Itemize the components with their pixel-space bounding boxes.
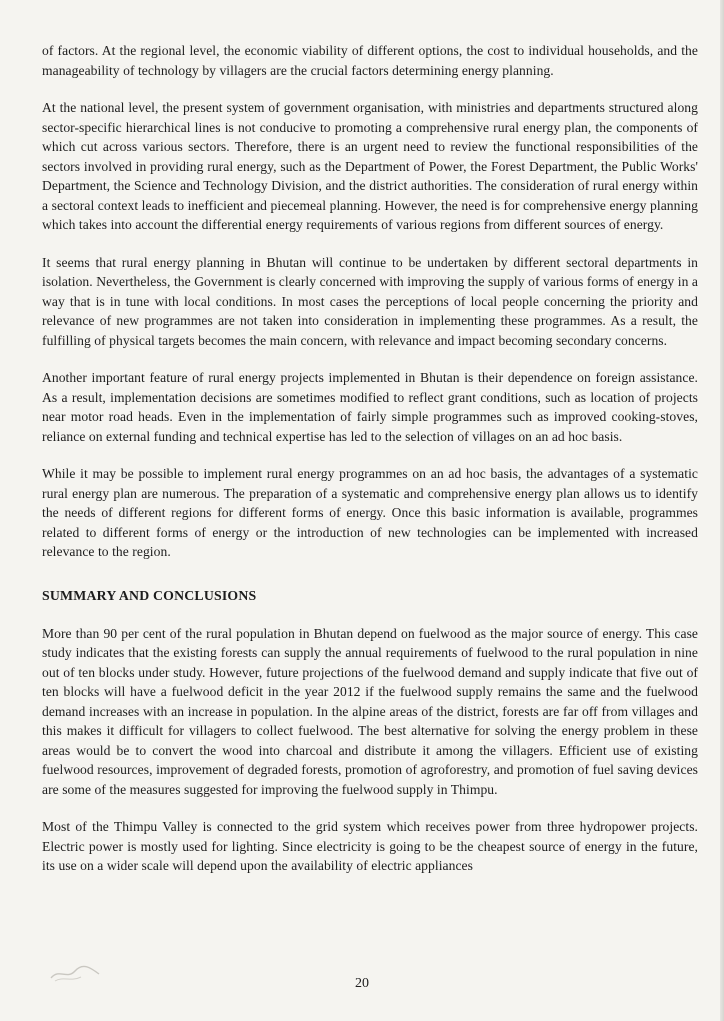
section-heading: SUMMARY AND CONCLUSIONS (42, 587, 257, 603)
paragraph-regional-factors: of factors. At the regional level, the economic viability of different options, the cost to individual households, and the manageability of technology by villagers are the crucial factors determining energy planning. (42, 43, 698, 78)
paragraph-fuelwood-summary: More than 90 per cent of the rural population in Bhutan depend on fuelwood as the major source of energy. This case study indicates that the existing forests can supply the annual requirements of fuelwood to the rural population in nine out of ten blocks under study. However, future projections of the fuelwood demand and supply indicate that five out of ten blocks will have a fuelwood deficit in the year 2012 if the fuelwood supply remains the same and the fuelwood demand increases with an increase in population. In the alpine areas of the district, forests are far off from villages and this makes it difficult for villagers to collect fuelwood. The best alternative for solving the energy problem in these areas would be to convert the wood into charcoal and distribute it among the villagers. Efficient use of existing fuelwood resources, improvement of degraded forests, promotion of agroforestry, and promotion of fuel saving devices are some of the measures suggested for improving the fuelwood supply in Thimpu. (42, 625, 698, 797)
page-number: 20 (355, 976, 369, 991)
paragraph-sectoral-planning: It seems that rural energy planning in Bhutan will continue to be undertaken by different sectoral departments in isolation. Nevertheless, the Government is clearly concerned with improving the supply of various forms of energy in a way that is in tune with local conditions. In most cases the perceptions of local people concerning the priority and relevance of new programmes are not taken into consideration in implementing these programmes. As a result, the fulfilling of physical targets becomes the main concern, with relevance and impact becoming secondary concerns. (42, 254, 698, 348)
paragraph-hydropower: Most of the Thimpu Valley is connected to the grid system which receives power from three hydropower projects. Electric power is mostly used for lighting. Since electricity is going to be the cheapest source of energy in the future, its use on a wider scale will depend upon the availability of electric appliances (42, 819, 698, 873)
page-edge-shadow (720, 0, 724, 1021)
paragraph-foreign-assistance: Another important feature of rural energy projects implemented in Bhutan is their dependence on foreign assistance. As a result, implementation decisions are sometimes modified to reflect grant conditions, such as location of projects near motor road heads. Even in the implementation of fairly simple programmes such as improved cooking-stoves, reliance on external funding and technical expertise has led to the selection of villages on an ad hoc basis. (42, 370, 698, 444)
paragraph-systematic-plan: While it may be possible to implement rural energy programmes on an ad hoc basis, the advantages of a systematic rural energy plan are numerous. The preparation of a systematic and comprehensive energy plan allows us to identify the needs of different regions for different forms of energy. Once this basic information is available, programmes related to different forms of energy or the introduction of new technologies can be implemented with increased relevance to the region. (42, 466, 698, 559)
body-text (42, 41, 698, 876)
paragraph-national-level: At the national level, the present system of government organisation, with ministries and departments structured along sector-specific hierarchical lines is not conducive to promoting a comprehensive rural energy plan, the components of which cut across various sectors. Therefore, there is an urgent need to review the functional responsibilities of the sectors involved in providing rural energy, such as the Department of Power, the Forest Department, the Public Works' Department, the Science and Technology Division, and the district authorities. The consideration of rural energy within a sectoral context leads to inefficient and piecemeal planning. However, the need is for comprehensive energy planning which takes into account the differential energy requirements of various regions from different sources of energy. (42, 100, 698, 232)
